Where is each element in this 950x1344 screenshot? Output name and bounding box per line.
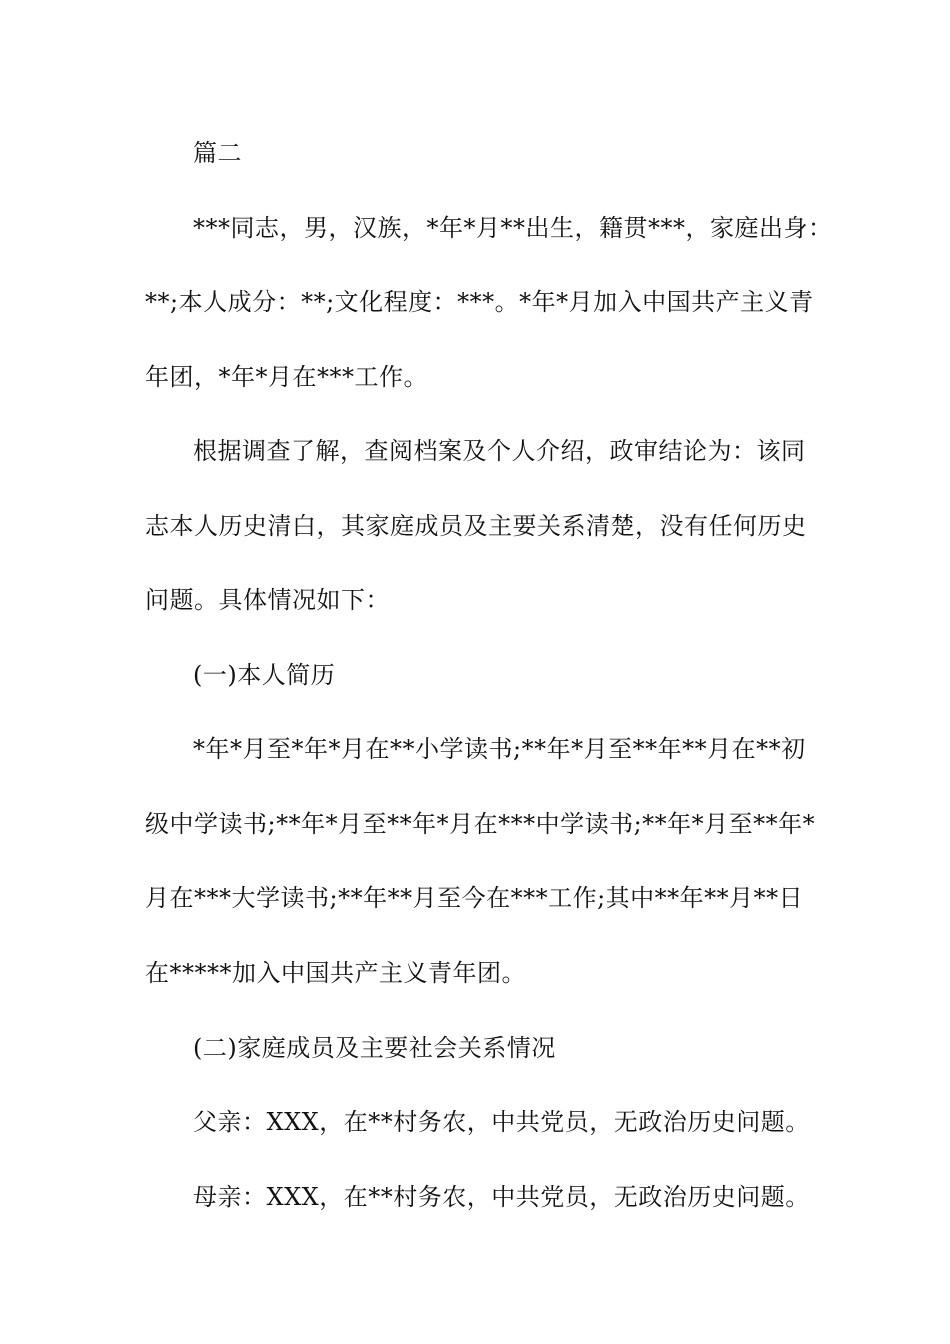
section-heading: 篇二 [193, 139, 242, 167]
paragraph-line: 问题。具体情况如下： [145, 586, 390, 614]
paragraph-line: **;本人成分：**;文化程度：***。*年*月加入中国共产主义青 [145, 288, 814, 316]
paragraph-line: 根据调查了解，查阅档案及个人介绍，政审结论为：该同 [193, 437, 806, 465]
paragraph-line: 母亲：XXX，在**村务农，中共党员，无政治历史问题。 [193, 1183, 810, 1211]
paragraph-line: ***同志，男，汉族，*年*月**出生，籍贯***，家庭出身： [193, 214, 833, 242]
subsection-heading: (一)本人简历 [193, 661, 336, 689]
paragraph-line: *年*月至*年*月在**小学读书;**年*月至**年**月在**初 [193, 735, 806, 763]
paragraph-line: 年团，*年*月在***工作。 [145, 363, 428, 391]
paragraph-line: 在*****加入中国共产主义青年团。 [145, 959, 526, 987]
paragraph-line: 志本人历史清白，其家庭成员及主要关系清楚，没有任何历史 [145, 512, 807, 540]
paragraph-line: 月在***大学读书;**年**月至今在***工作;其中**年**月**日 [145, 884, 804, 912]
paragraph-line: 级中学读书;**年*月至**年*月在***中学读书;**年*月至**年* [145, 810, 816, 838]
subsection-heading: (二)家庭成员及主要社会关系情况 [193, 1034, 556, 1062]
paragraph-line: 父亲：XXX，在**村务农，中共党员，无政治历史问题。 [193, 1108, 810, 1136]
